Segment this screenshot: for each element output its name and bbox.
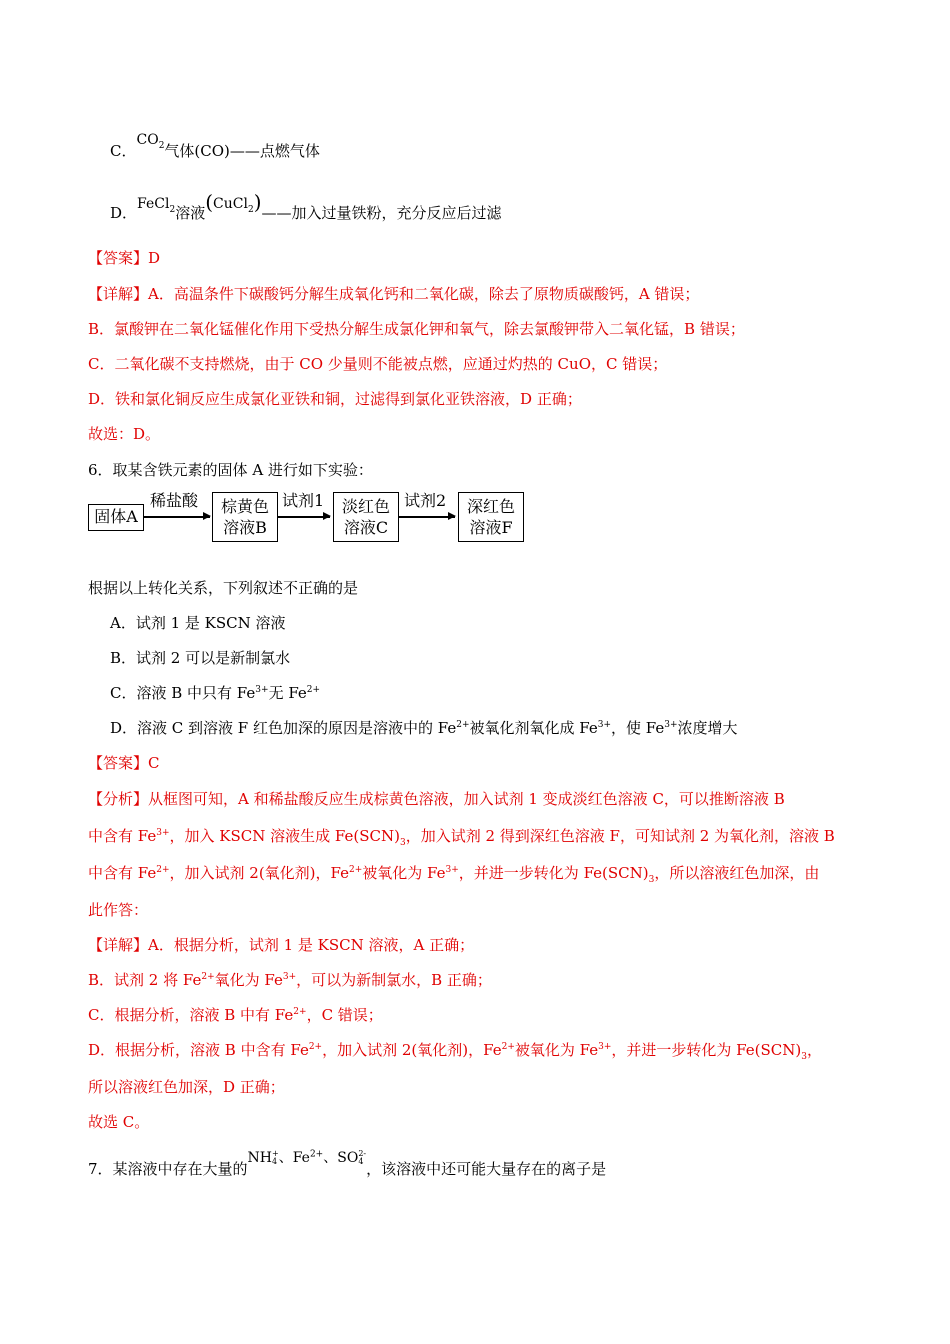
flow-label-hcl: 稀盐酸 [150, 491, 199, 510]
flow-label-reagent-2: 试剂2 [404, 491, 447, 510]
q6-option-c: C．溶液 B 中只有 $Fe^{3+}$无 $Fe^{2+}$ [110, 684, 321, 702]
q5-conclusion: 故选：D。 [88, 425, 161, 443]
q6-analysis-line-1: 【分析】从框图可知，A 和稀盐酸反应生成棕黄色溶液，加入试剂 1 变成淡红色溶液 C，可以推断溶液 B [88, 790, 785, 808]
q6-option-a: A．试剂 1 是 KSCN 溶液 [110, 614, 286, 632]
q5-detail-a: 【详解】A．高温条件下碳酸钙分解生成氧化钙和二氧化碳，除去了原物质碳酸钙，A 错误； [88, 285, 700, 303]
q5-detail-c: C．二氧化碳不支持燃烧，由于 CO 少量则不能被点燃，应通过灼热的 CuO，C 错误； [88, 355, 668, 373]
chem-formula-paren: CuCl$_2$ [213, 196, 254, 215]
q6-stem: 6．取某含铁元素的固体 A 进行如下实验： [88, 461, 373, 479]
q5-answer: 【答案】D [88, 249, 161, 267]
option-letter: C． [110, 142, 137, 160]
chem-formula: FeCl$_2$ [137, 196, 176, 215]
chem-formula: $CO_2$ [136, 132, 165, 151]
q6-flow-diagram [88, 492, 528, 548]
option-text: 溶液 [175, 204, 206, 222]
q6-question: 根据以上转化关系，下列叙述不正确的是 [88, 579, 359, 597]
q6-option-d: D．溶液 C 到溶液 F 红色加深的原因是溶液中的 $Fe^{2+}$被氧化剂氧化成 $Fe^{3+}$，使 $Fe^{3+}$浓度增大 [110, 719, 738, 737]
q6-detail-b: B．试剂 2 将 $Fe^{2+}$氧化为 $Fe^{3+}$，可以为新制氯水，B 正确； [88, 971, 492, 989]
q6-analysis-line-4: 此作答： [88, 901, 149, 919]
flow-box-solution-b: 棕黄色 溶液B [212, 492, 278, 542]
q6-option-b: B．试剂 2 可以是新制氯水 [110, 649, 291, 667]
q6-conclusion: 故选 C。 [88, 1113, 150, 1131]
q6-answer: 【答案】C [88, 754, 160, 772]
q6-detail-c: C．根据分析，溶液 B 中有 $Fe^{2+}$，C 错误； [88, 1006, 383, 1024]
flow-label-reagent-1: 试剂1 [282, 491, 325, 510]
q6-analysis-line-2: 中含有 $Fe^{3+}$，加入 KSCN 溶液生成 $Fe(SCN)_3$，加入试剂 2 得到深红色溶液 F，可知试剂 2 为氧化剂，溶液 B [88, 827, 835, 848]
q5-option-d: D．FeCl$_2$溶液(CuCl$_2$)——加入过量铁粉，充分反应后过滤 [110, 190, 502, 222]
flow-box-solution-f: 深红色 溶液F [458, 492, 524, 542]
q6-detail-d-line-2: 所以溶液红色加深，D 正确； [88, 1078, 285, 1096]
option-letter: D． [110, 204, 138, 222]
q7-stem: 7．某溶液中存在大量的NH + 4 、$Fe^{2+}$、SO 2- 4 ，该溶液中还可能大量存在的离子是 [88, 1149, 607, 1178]
q5-option-c [110, 132, 320, 162]
flow-box-solid-a: 固体A [88, 504, 144, 531]
q6-detail-a: 【详解】A．根据分析，试剂 1 是 KSCN 溶液，A 正确； [88, 936, 475, 954]
q5-detail-b: B．氯酸钾在二氧化锰催化作用下受热分解生成氯化钾和氧气，除去氯酸钾带入二氧化锰，B 错误； [88, 320, 745, 338]
q6-detail-d: D．根据分析，溶液 B 中含有 $Fe^{2+}$，加入试剂 2(氧化剂)，$Fe^{2+}$被氧化为 $Fe^{3+}$，并进一步转化为 $Fe(SCN)_3$， [88, 1041, 822, 1062]
flow-arrow-1 [144, 516, 210, 518]
flow-arrow-2 [278, 516, 330, 518]
flow-box-solution-c: 淡红色 溶液C [333, 492, 399, 542]
ion-list: NH + 4 、$Fe^{2+}$、SO 2- 4 [247, 1149, 367, 1166]
q5-detail-d: D．铁和氯化铜反应生成氯化亚铁和铜，过滤得到氯化亚铁溶液，D 正确； [88, 390, 582, 408]
flow-arrow-3 [399, 516, 455, 518]
q6-analysis-line-3: 中含有 $Fe^{2+}$，加入试剂 2(氧化剂)，$Fe^{2+}$被氧化为 $Fe^{3+}$，并进一步转化为 $Fe(SCN)_3$，所以溶液红色加深，由 [88, 864, 820, 885]
option-text: ——加入过量铁粉，充分反应后过滤 [261, 204, 502, 222]
option-text: 气体(CO)——点燃气体 [164, 142, 320, 160]
